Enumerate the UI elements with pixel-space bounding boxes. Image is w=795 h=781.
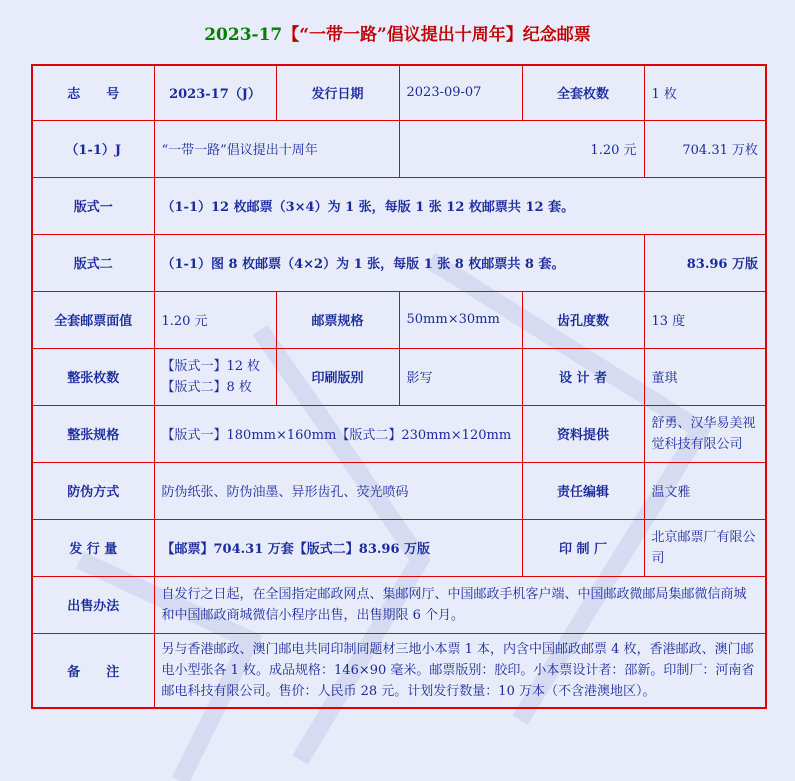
value-perforation: 13 度 — [644, 291, 766, 348]
label-sheet-count: 整张枚数 — [32, 348, 154, 405]
value-sales-method: 自发行之日起，在全国指定邮政网点、集邮网厅、中国邮政手机客户端、中国邮政微邮局集邮微信商城和中国邮政商城微信小程序出售，出售期限 6 个月。 — [154, 576, 766, 633]
sheet-count-format-two: 【版式二】8 枚 — [161, 379, 252, 395]
value-sheet-count — [154, 348, 276, 405]
label-format-two: 版式二 — [32, 234, 154, 291]
value-set-count: 1 枚 — [644, 65, 766, 120]
value-stamp-name: “一带一路”倡议提出十周年 — [154, 120, 399, 177]
value-issue-volume: 【邮票】704.31 万套【版式二】83.96 万版 — [154, 519, 522, 576]
table-row — [32, 348, 766, 405]
table-row — [32, 120, 766, 177]
value-source: 舒勇、汉华易美视觉科技有限公司 — [644, 405, 766, 462]
label-editor: 责任编辑 — [522, 462, 644, 519]
label-designer: 设 计 者 — [522, 348, 644, 405]
value-editor: 温文雅 — [644, 462, 766, 519]
page-title — [0, 20, 795, 45]
value-remarks: 另与香港邮政、澳门邮电共同印制同题材三地小本票 1 本，内含中国邮政邮票 4 枚，香港邮政、澳门邮电小型张各 1 枚。成品规格：146×90 毫米。邮票版别：胶印。小本票设计者：邵新。印制厂：河南省邮电科技有限公司。售价：人民币 28 元。计划发行数量：10 万本（不含港澳地区）。 — [154, 633, 766, 708]
value-issue-date: 2023-09-07 — [399, 65, 522, 120]
value-stamp-id: （1-1）J — [32, 120, 154, 177]
value-format-two-qty: 83.96 万版 — [644, 234, 766, 291]
label-face-value: 全套邮票面值 — [32, 291, 154, 348]
label-remarks: 备 注 — [32, 633, 154, 708]
label-factory: 印 制 厂 — [522, 519, 644, 576]
title-code: 2023-17 — [204, 25, 283, 45]
value-face-value: 1.20 元 — [154, 291, 276, 348]
value-stamp-qty: 704.31 万枚 — [644, 120, 766, 177]
label-anti-counterfeit: 防伪方式 — [32, 462, 154, 519]
label-print-method: 印刷版别 — [276, 348, 399, 405]
value-anti-counterfeit: 防伪纸张、防伪油墨、异形齿孔、荧光喷码 — [154, 462, 522, 519]
value-print-method: 影写 — [399, 348, 522, 405]
label-sheet-spec: 整张规格 — [32, 405, 154, 462]
value-stamp-price: 1.20 元 — [399, 120, 644, 177]
table-row — [32, 519, 766, 576]
label-sales-method: 出售办法 — [32, 576, 154, 633]
table-row — [32, 177, 766, 234]
value-format-two: （1-1）图 8 枚邮票（4×2）为 1 张，每版 1 张 8 枚邮票共 8 套。 — [154, 234, 644, 291]
value-designer: 董琪 — [644, 348, 766, 405]
table-row — [32, 462, 766, 519]
table-row — [32, 576, 766, 633]
value-format-one: （1-1）12 枚邮票（3×4）为 1 张，每版 1 张 12 枚邮票共 12 套。 — [154, 177, 766, 234]
label-format-one: 版式一 — [32, 177, 154, 234]
stamp-info-table — [31, 64, 767, 709]
label-perforation: 齿孔度数 — [522, 291, 644, 348]
table-row — [32, 65, 766, 120]
label-issue-volume: 发 行 量 — [32, 519, 154, 576]
label-stamp-spec: 邮票规格 — [276, 291, 399, 348]
table-row — [32, 291, 766, 348]
value-sheet-spec: 【版式一】180mm×160mm【版式二】230mm×120mm — [154, 405, 522, 462]
table-row — [32, 633, 766, 708]
label-source: 资料提供 — [522, 405, 644, 462]
label-code: 志 号 — [32, 65, 154, 120]
table-row — [32, 405, 766, 462]
table-row — [32, 234, 766, 291]
value-stamp-spec: 50mm×30mm — [399, 291, 522, 348]
title-name: 【“一带一路”倡议提出十周年】纪念邮票 — [282, 25, 591, 45]
value-code: 2023-17（J） — [154, 65, 276, 120]
label-issue-date: 发行日期 — [276, 65, 399, 120]
label-set-count: 全套枚数 — [522, 65, 644, 120]
sheet-count-format-one: 【版式一】12 枚 — [161, 358, 261, 374]
value-factory: 北京邮票厂有限公司 — [644, 519, 766, 576]
